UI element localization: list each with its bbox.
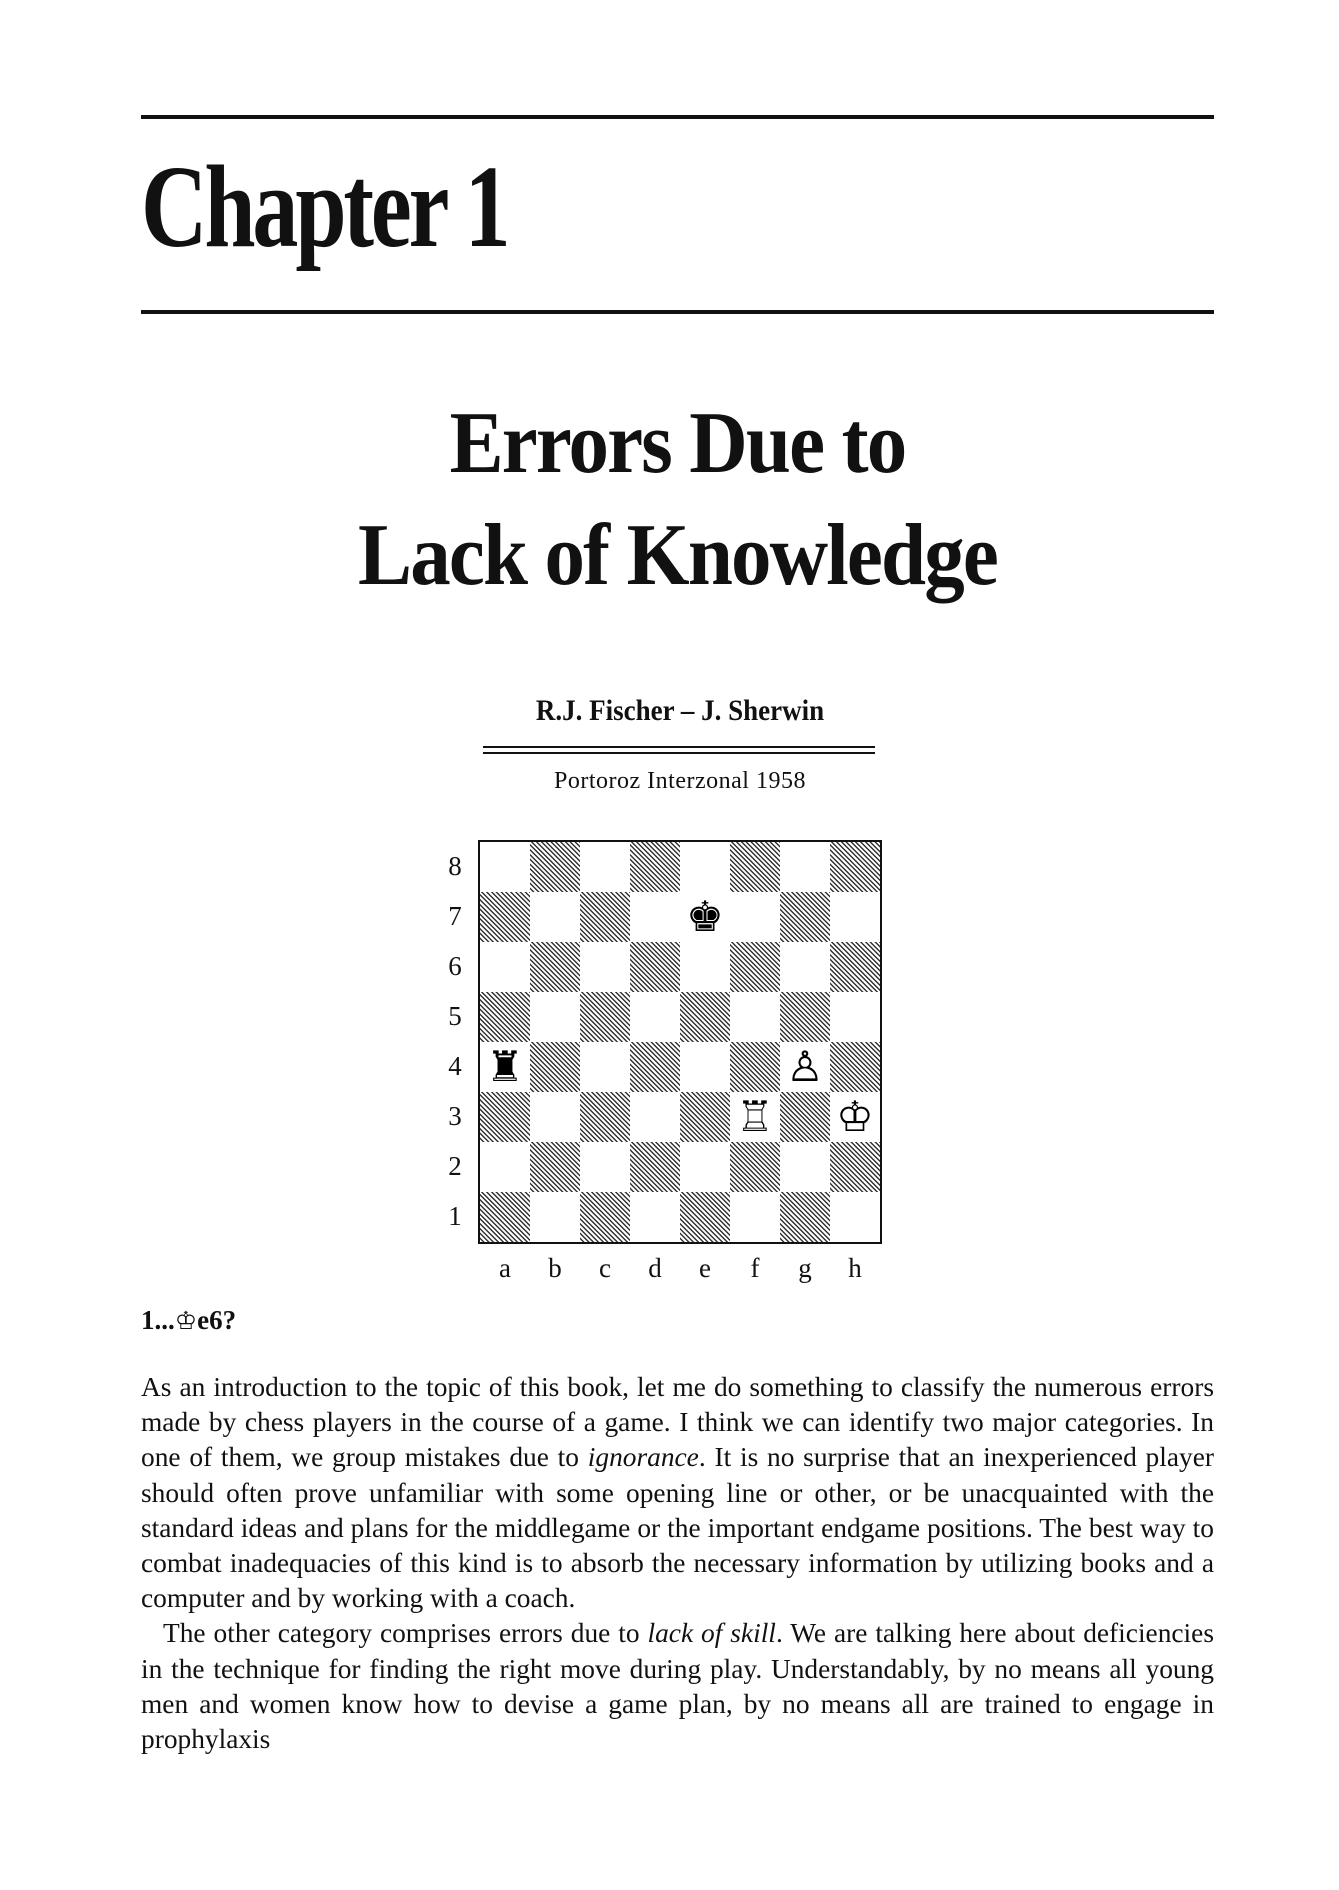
board-square-g1 [780, 1192, 830, 1242]
move-number: 1... [141, 1305, 175, 1335]
move-notation [141, 1305, 236, 1336]
game-players: R.J. Fischer – J. Sherwin [535, 694, 825, 727]
board-square-h6 [830, 942, 880, 992]
board-square-d6 [630, 942, 680, 992]
board-square-f4 [730, 1042, 780, 1092]
board-square-h4 [830, 1042, 880, 1092]
board-square-e2 [680, 1142, 730, 1192]
board-square-h1 [830, 1192, 880, 1242]
board-square-b8 [530, 842, 580, 892]
board-square-a3 [480, 1092, 530, 1142]
board-square-d5 [630, 992, 680, 1042]
chess-diagram [478, 840, 882, 1244]
board-square-a6 [480, 942, 530, 992]
file-label: g [798, 1253, 812, 1283]
board-square-d2 [630, 1142, 680, 1192]
paragraph-text: The other category comprises errors due to [163, 1618, 648, 1649]
white-king-icon: ♔ [830, 1092, 880, 1142]
board-square-e8 [680, 842, 730, 892]
board-square-f2 [730, 1142, 780, 1192]
board-square-c4 [580, 1042, 630, 1092]
chapter-title [141, 388, 1214, 612]
white-rook-icon: ♖ [730, 1092, 780, 1142]
board-square-b6 [530, 942, 580, 992]
game-rule-upper [483, 746, 875, 748]
board-square-d1 [630, 1192, 680, 1242]
board-square-d3 [630, 1092, 680, 1142]
file-label: c [599, 1253, 611, 1283]
board-square-e3 [680, 1092, 730, 1142]
rank-label: 6 [448, 951, 462, 981]
rank-label: 4 [448, 1051, 462, 1081]
board-square-g8 [780, 842, 830, 892]
rank-label: 2 [448, 1151, 462, 1181]
board-square-b2 [530, 1142, 580, 1192]
board-square-a1 [480, 1192, 530, 1242]
file-label: a [499, 1253, 511, 1283]
rank-label: 7 [448, 901, 462, 931]
board-square-f1 [730, 1192, 780, 1242]
chapter-title-line-2: Lack of Knowledge [358, 507, 997, 604]
board-square-g2 [780, 1142, 830, 1192]
top-rule [141, 115, 1214, 119]
board-square-e4 [680, 1042, 730, 1092]
rank-label: 8 [448, 851, 462, 881]
paragraph-text: . We are talking here about deficiencies in the technique for finding the right move during play. Understandably, by no means all young men and women know how to devise a game plan, by no means all are trained to engage in prophylaxis [141, 1618, 1214, 1755]
board-square-b3 [530, 1092, 580, 1142]
board-square-c7 [580, 892, 630, 942]
board-square-a8 [480, 842, 530, 892]
board-square-c2 [580, 1142, 630, 1192]
file-label: h [848, 1253, 862, 1283]
paragraph [141, 1616, 1214, 1757]
board-square-b5 [530, 992, 580, 1042]
rank-label: 3 [448, 1101, 462, 1131]
board-square-c8 [580, 842, 630, 892]
move-text: e6? [197, 1305, 237, 1335]
board-square-f8 [730, 842, 780, 892]
board-square-g7 [780, 892, 830, 942]
board-square-g3 [780, 1092, 830, 1142]
board-square-a2 [480, 1142, 530, 1192]
bottom-rule [141, 310, 1214, 314]
black-king-icon: ♚ [680, 892, 730, 942]
board-square-f5 [730, 992, 780, 1042]
file-label: d [648, 1253, 662, 1283]
board-square-c5 [580, 992, 630, 1042]
emphasis-text: lack of skill [647, 1618, 776, 1649]
black-rook-icon: ♜ [480, 1042, 530, 1092]
emphasis-text: ignorance [587, 1442, 699, 1473]
board-square-d8 [630, 842, 680, 892]
file-label: e [699, 1253, 711, 1283]
king-figurine-icon: ♔ [174, 1306, 198, 1335]
board-square-a7 [480, 892, 530, 942]
game-event: Portoroz Interzonal 1958 [554, 768, 806, 794]
file-label: f [750, 1253, 760, 1283]
board-square-c6 [580, 942, 630, 992]
board-square-h5 [830, 992, 880, 1042]
paragraph-text: As an introduction to the topic of this book, let me do something to classify the numerous errors made by chess players in the course of a game. I think we can identify two major categories. In one of them, we group mistakes due to [141, 1372, 1214, 1473]
board-square-e1 [680, 1192, 730, 1242]
board-square-g6 [780, 942, 830, 992]
board-square-f7 [730, 892, 780, 942]
board-square-f6 [730, 942, 780, 992]
chapter-title-line-1: Errors Due to [449, 395, 906, 492]
rank-label: 1 [448, 1201, 462, 1231]
board-square-b4 [530, 1042, 580, 1092]
file-label: b [548, 1253, 562, 1283]
body-text [141, 1370, 1214, 1757]
board-square-h2 [830, 1142, 880, 1192]
board-square-e5 [680, 992, 730, 1042]
board-square-a5 [480, 992, 530, 1042]
white-pawn-icon: ♙ [780, 1042, 830, 1092]
board-square-d4 [630, 1042, 680, 1092]
chapter-label: Chapter 1 [141, 141, 508, 272]
board-square-c3 [580, 1092, 630, 1142]
board-square-c1 [580, 1192, 630, 1242]
board-square-e6 [680, 942, 730, 992]
board-square-b1 [530, 1192, 580, 1242]
board-square-d7 [630, 892, 680, 942]
paragraph-text: . It is no surprise that an inexperienced player should often prove unfamiliar with some opening line or other, or be unacquainted with the standard ideas and plans for the middlegame or the important endgame positions. The best way to combat inadequacies of this kind is to absorb the necessary information by utilizing books and a computer and by working with a coach. [141, 1442, 1214, 1614]
board-square-b7 [530, 892, 580, 942]
rank-label: 5 [448, 1001, 462, 1031]
board-square-g5 [780, 992, 830, 1042]
paragraph [141, 1370, 1214, 1616]
board-square-h7 [830, 892, 880, 942]
game-rule-lower [483, 752, 875, 754]
board-square-h8 [830, 842, 880, 892]
